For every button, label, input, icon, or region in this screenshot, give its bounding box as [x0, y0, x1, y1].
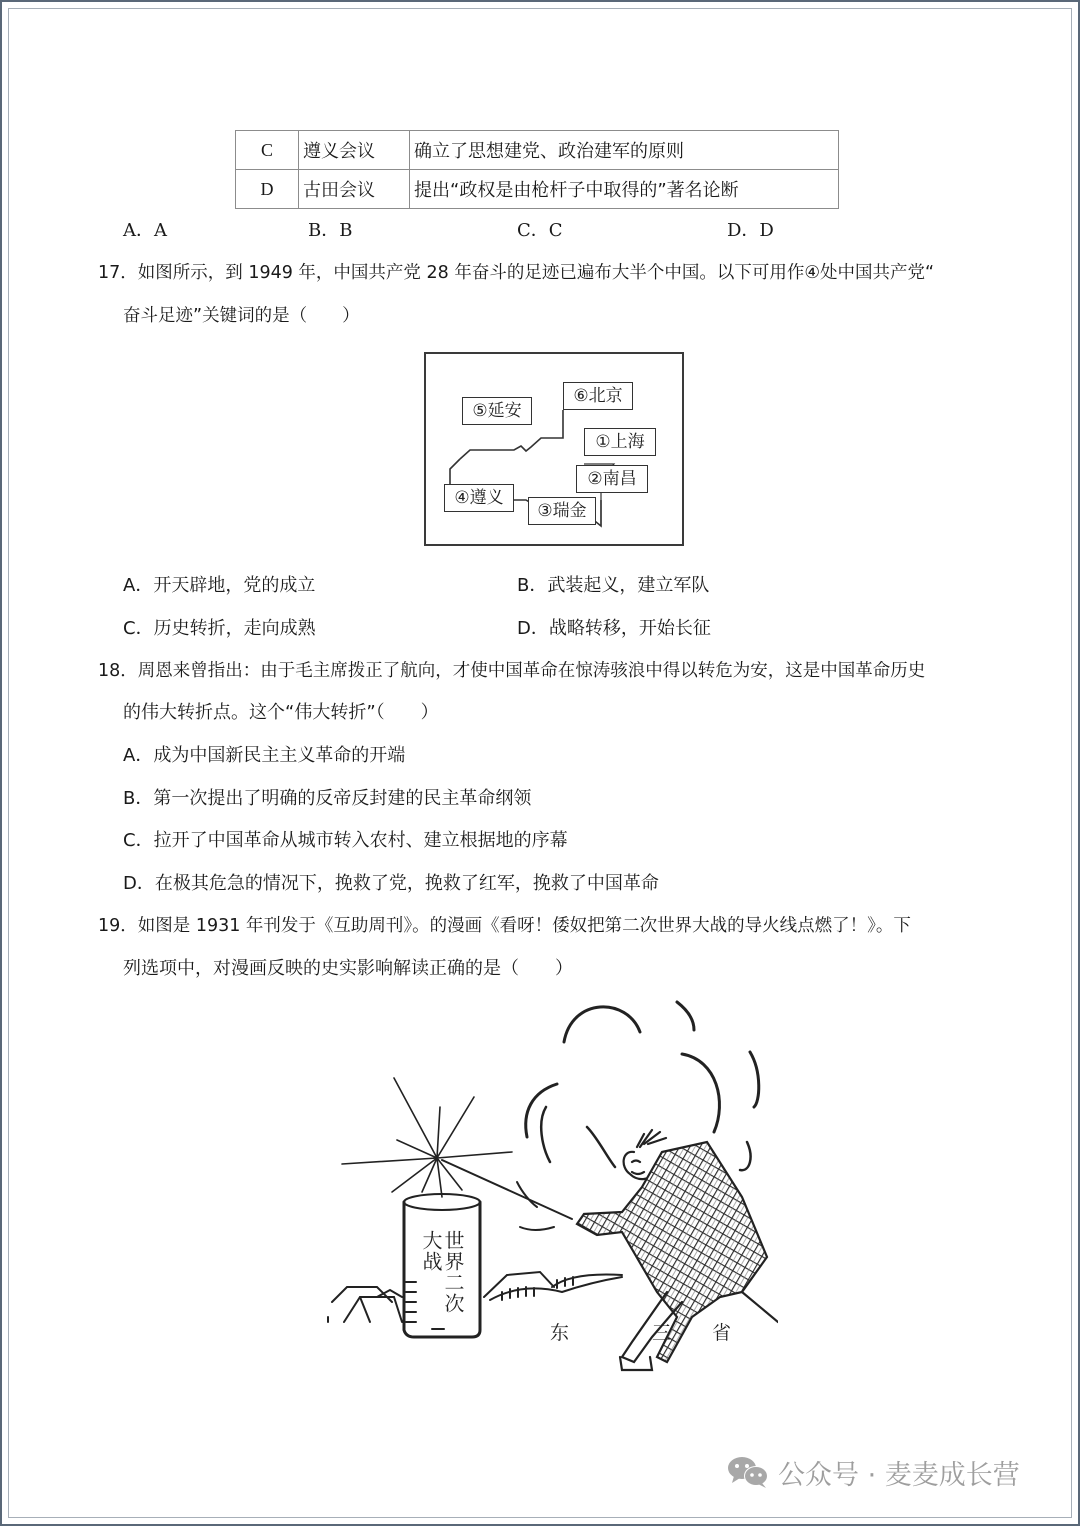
table-cell-letter: C	[236, 131, 299, 170]
q18-option-a: A．成为中国新民主主义革命的开端	[123, 745, 406, 766]
table-cell-name: 古田会议	[299, 170, 410, 209]
watermark-text: 公众号 · 麦麦成长营	[778, 1459, 1020, 1491]
table-cell-desc: 确立了思想建党、政治建军的原则	[410, 131, 839, 170]
table-row	[236, 170, 839, 209]
barrel-label-world-war-two: 世界二次	[441, 1230, 465, 1314]
cartoon-illustration	[322, 992, 778, 1376]
q18-stem-line2: 的伟大转折点。这个“伟大转折”（ ）	[123, 702, 439, 723]
map-label-zunyi: ④遵义	[444, 484, 514, 512]
q16-option-b: B．B	[308, 220, 353, 241]
map-label-nanchang: ②南昌	[576, 465, 648, 493]
q16-option-c: C．C	[517, 220, 563, 241]
map-label-beijing: ⑥北京	[563, 382, 633, 410]
table-cell-desc: 提出“政权是由枪杆子中取得的”著名论断	[410, 170, 839, 209]
q16-option-d: D．D	[727, 220, 774, 241]
wechat-icon	[726, 1454, 770, 1490]
meeting-table	[235, 130, 839, 209]
wechat-watermark	[726, 1452, 1020, 1492]
ground-label-sheng: 省	[712, 1322, 732, 1344]
q19-stem-line1: 19．如图是 1931 年刊发于《互助周刊》。的漫画《看呀！倭奴把第二次世界大战的导火线点燃了！》。下	[98, 916, 911, 936]
map-label-yanan: ⑤延安	[462, 397, 532, 425]
table-cell-name: 遵义会议	[299, 131, 410, 170]
q17-option-d: D．战略转移，开始长征	[517, 618, 711, 639]
q18-option-c: C．拉开了中国革命从城市转入农村、建立根据地的序幕	[123, 830, 568, 851]
map-label-ruijin: ③瑞金	[528, 497, 596, 525]
ground-label-dong: 东	[550, 1322, 570, 1344]
q17-option-a: A．开天辟地，党的成立	[123, 575, 316, 596]
table-cell-letter: D	[236, 170, 299, 209]
route-map-figure	[424, 352, 684, 546]
table-row	[236, 131, 839, 170]
q18-stem-line1: 18．周恩来曾指出：由于毛主席拨正了航向，才使中国革命在惊涛骇浪中得以转危为安，这是中国革命历史	[98, 661, 926, 681]
q17-option-c: C．历史转折，走向成熟	[123, 618, 316, 639]
q18-option-d: D．在极其危急的情况下，挽救了党，挽救了红军，挽救了中国革命	[123, 873, 659, 894]
barrel-label-great-war: 大战	[419, 1230, 443, 1272]
map-label-shanghai: ①上海	[584, 428, 656, 456]
q16-option-a: A．A	[123, 220, 167, 241]
q17-option-b: B．武装起义，建立军队	[517, 575, 710, 596]
q19-stem-line2: 列选项中，对漫画反映的史实影响解读正确的是（ ）	[123, 958, 573, 979]
q18-option-b: B．第一次提出了明确的反帝反封建的民主革命纲领	[123, 788, 532, 809]
q17-stem-line1: 17．如图所示，到 1949 年，中国共产党 28 年奋斗的足迹已遍布大半个中国。以下可用作④处中国共产党“	[98, 263, 935, 283]
ground-label-san: 三	[652, 1322, 672, 1344]
q17-stem-line2: 奋斗足迹”关键词的是（ ）	[123, 306, 360, 326]
